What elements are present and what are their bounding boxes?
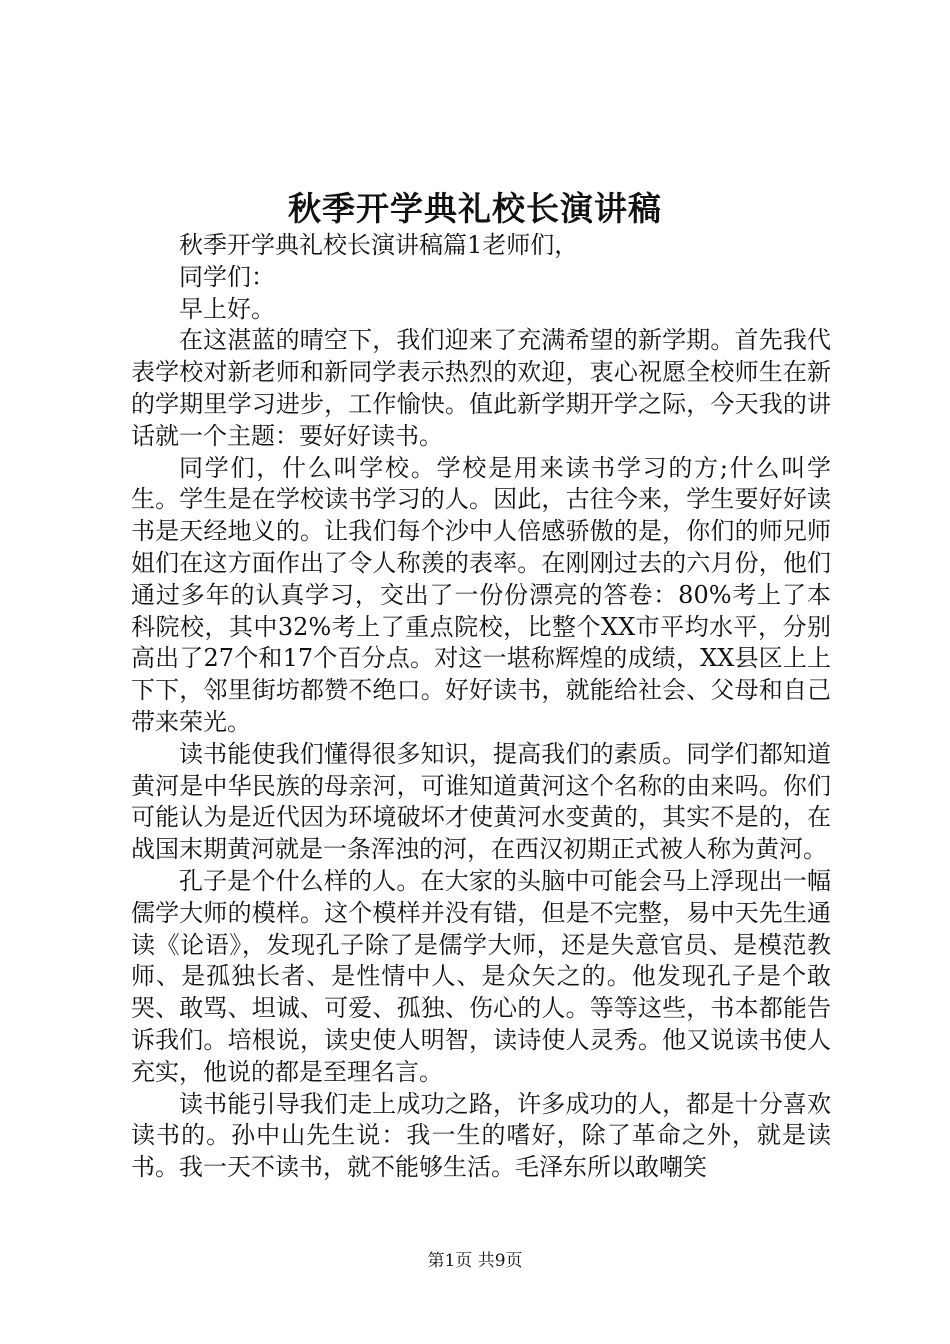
- paragraph: 早上好。: [179, 294, 275, 323]
- paragraph: 孔子是个什么样的人。在大家的头脑中可能会马上浮现出一幅儒学大师的模样。这个模样并没有错，但是不完整，易中天先生通读《论语》，发现孔子除了是儒学大师，还是失意官员、是模范教师、是孤独长者、是性情中人、是众矢之的。他发现孔子是个敢哭、敢骂、坦诚、可爱、孤独、伤心的人。等等这些，书本都能告诉我们。培根说，读史使人明智，读诗使人灵秀。他又说读书使人充实，他说的都是至理名言。: [131, 866, 831, 1086]
- document-title: 秋季开学典礼校长演讲稿: [288, 189, 662, 228]
- paragraph: 同学们：: [179, 262, 275, 291]
- page-number-footer: 第1页 共9页: [427, 1251, 523, 1271]
- paragraph: 秋季开学典礼校长演讲稿篇1老师们，: [179, 231, 579, 259]
- paragraph: 在这湛蓝的晴空下，我们迎来了充满希望的新学期。首先我代表学校对新老师和新同学表示热烈的欢迎，衷心祝愿全校师生在新的学期里学习进步，工作愉快。值此新学期开学之际，今天我的讲话就一个主题：要好好读书。: [131, 326, 831, 450]
- paragraph: 同学们，什么叫学校。学校是用来读书学习的方;什么叫学生。学生是在学校读书学习的人。因此，古往今来，学生要好好读书是天经地义的。让我们每个沙中人倍感骄傲的是，你们的师兄师姐们在这方面作出了令人称羡的表率。在刚刚过去的六月份，他们通过多年的认真学习，交出了一份份漂亮的答卷：80%考上了本科院校，其中32%考上了重点院校，比整个XX市平均水平，分别高出了27个和17个百分点。对这一堪称辉煌的成绩，XX县区上上下下，邻里街坊都赞不绝口。好好读书，就能给社会、父母和自己带来荣光。: [131, 453, 831, 736]
- paragraph: 读书能引导我们走上成功之路，许多成功的人，都是十分喜欢读书的。孙中山先生说：我一生的嗜好，除了革命之外，就是读书。我一天不读书，就不能够生活。毛泽东所以敢嘲笑: [131, 1089, 831, 1182]
- document-body: [131, 230, 831, 1184]
- paragraph: 读书能使我们懂得很多知识，提高我们的素质。同学们都知道黄河是中华民族的母亲河，可谁知道黄河这个名称的由来吗。你们可能认为是近代因为环境破坏才使黄河水变黄的，其实不是的，在战国末期黄河就是一条浑浊的河，在西汉初期正式被人称为黄河。: [131, 739, 831, 864]
